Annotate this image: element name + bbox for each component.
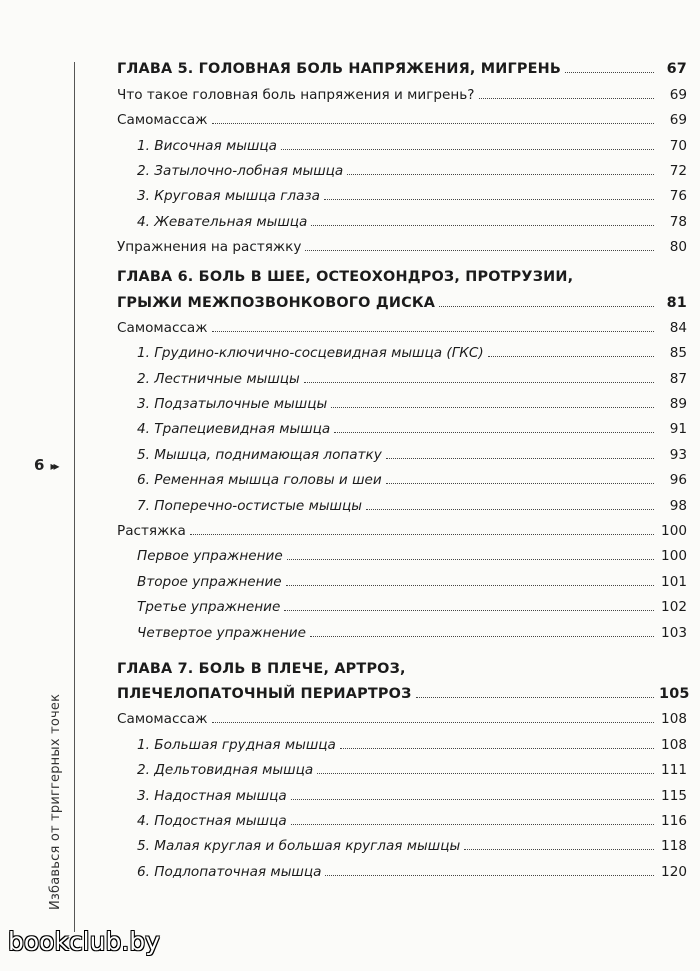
toc-title: 7. Поперечно-остистые мышцы: [137, 497, 362, 514]
toc-entry[interactable]: [117, 590, 687, 615]
leader-dots: [439, 306, 654, 307]
table-of-contents: [117, 52, 690, 880]
toc-entry[interactable]: [117, 77, 687, 102]
toc-title: 1. Грудино-ключично-сосцевидная мышца (ГКС): [137, 345, 484, 362]
toc-entry[interactable]: [117, 204, 687, 229]
toc-page: 96: [669, 472, 687, 489]
toc-title: Третье упражнение: [137, 599, 281, 616]
toc-title: 6. Подлопаточная мышца: [137, 863, 322, 880]
leader-dots: [286, 585, 654, 586]
toc-page: 76: [669, 188, 687, 205]
leader-dots: [291, 824, 654, 825]
leader-dots: [331, 407, 654, 408]
page-number: [34, 456, 56, 474]
toc-title: 5. Мышца, поднимающая лопатку: [137, 446, 382, 463]
leader-dots: [317, 773, 654, 774]
toc-chapter-7[interactable]: [117, 677, 690, 702]
toc-title: 3. Надостная мышца: [137, 787, 287, 804]
toc-title: Четвертое упражнение: [137, 624, 306, 641]
toc-entry[interactable]: [117, 702, 687, 727]
toc-entry[interactable]: [117, 514, 687, 539]
toc-chapter-5[interactable]: [117, 52, 687, 77]
toc-title: 4. Подостная мышца: [137, 812, 287, 829]
leader-dots: [287, 559, 654, 560]
toc-title: Самомассаж: [117, 711, 208, 728]
leader-dots: [310, 636, 654, 637]
toc-page: 111: [661, 762, 687, 779]
leader-dots: [386, 483, 654, 484]
toc-page: 108: [661, 736, 687, 753]
leader-dots: [347, 174, 654, 175]
toc-entry[interactable]: [117, 128, 687, 153]
toc-title: Самомассаж: [117, 112, 208, 129]
toc-page: 120: [661, 863, 687, 880]
toc-title: 2. Затылочно-лобная мышца: [137, 162, 344, 179]
toc-title: ПЛЕЧЕЛОПАТОЧНЫЙ ПЕРИАРТРОЗ: [117, 685, 412, 702]
toc-entry[interactable]: [117, 564, 687, 589]
toc-title: 3. Подзатылочные мышцы: [137, 396, 328, 413]
toc-page: 87: [669, 370, 687, 387]
toc-entry[interactable]: [117, 387, 687, 412]
leader-dots: [334, 432, 654, 433]
toc-page: 78: [669, 213, 687, 230]
toc-page: 85: [669, 345, 687, 362]
toc-page: 101: [661, 573, 687, 590]
leader-dots: [212, 123, 654, 124]
toc-page: 91: [669, 421, 687, 438]
toc-title: Второе упражнение: [137, 573, 282, 590]
toc-page: 67: [666, 61, 687, 78]
toc-page: 115: [661, 787, 687, 804]
toc-page: 102: [661, 599, 687, 616]
watermark: bookclub.by: [8, 927, 160, 956]
leader-dots: [325, 875, 654, 876]
toc-entry[interactable]: [117, 154, 687, 179]
toc-page: 108: [661, 711, 687, 728]
toc-entry[interactable]: [117, 804, 687, 829]
toc-title: 3. Круговая мышца глаза: [137, 188, 320, 205]
leader-dots: [281, 149, 654, 150]
toc-page: 93: [669, 446, 687, 463]
toc-title: Что такое головная боль напряжения и мигрень?: [117, 86, 475, 103]
leader-dots: [304, 382, 654, 383]
leader-dots: [340, 748, 654, 749]
toc-entry[interactable]: [117, 778, 687, 803]
toc-page: 103: [661, 624, 687, 641]
leader-dots: [284, 610, 654, 611]
toc-title: 2. Дельтовидная мышца: [137, 762, 314, 779]
toc-title: ГРЫЖИ МЕЖПОЗВОНКОВОГО ДИСКА: [117, 294, 436, 311]
leader-dots: [464, 849, 654, 850]
toc-page: 70: [669, 137, 687, 154]
toc-entry[interactable]: [117, 412, 687, 437]
leader-dots: [212, 331, 654, 332]
toc-entry[interactable]: [117, 615, 687, 640]
toc-page: 100: [661, 548, 687, 565]
toc-entry[interactable]: [117, 361, 687, 386]
leader-dots: [212, 722, 654, 723]
toc-title: 1. Большая грудная мышца: [137, 736, 336, 753]
toc-entry[interactable]: [117, 539, 687, 564]
leader-dots: [305, 250, 654, 251]
toc-entry[interactable]: [117, 854, 687, 879]
toc-entry[interactable]: [117, 336, 687, 361]
toc-page: 98: [669, 497, 687, 514]
page-number-text: 6: [34, 456, 45, 474]
toc-page: 118: [661, 838, 687, 855]
toc-title: Первое упражнение: [137, 548, 283, 565]
toc-title: 4. Трапециевидная мышца: [137, 421, 331, 438]
toc-page: 84: [669, 319, 687, 336]
leader-dots: [366, 509, 654, 510]
toc-title: 2. Лестничные мышцы: [137, 370, 300, 387]
toc-page: 69: [669, 86, 687, 103]
leader-dots: [565, 72, 654, 73]
toc-title: ГЛАВА 5. ГОЛОВНАЯ БОЛЬ НАПРЯЖЕНИЯ, МИГРЕНЬ: [117, 61, 562, 78]
toc-entry[interactable]: [117, 179, 687, 204]
toc-entry[interactable]: [117, 437, 687, 462]
toc-page: 81: [666, 294, 687, 311]
toc-chapter-6-line1[interactable]: ГЛАВА 6. БОЛЬ В ШЕЕ, ОСТЕОХОНДРОЗ, ПРОТРУЗИИ,: [117, 269, 574, 286]
toc-title: Растяжка: [117, 523, 186, 540]
toc-entry[interactable]: [117, 103, 687, 128]
leader-dots: [324, 199, 654, 200]
toc-entry[interactable]: [117, 311, 687, 336]
toc-page: 100: [661, 523, 687, 540]
toc-page: 69: [669, 112, 687, 129]
toc-title: Самомассаж: [117, 319, 208, 336]
toc-page: 72: [669, 162, 687, 179]
leader-dots: [416, 697, 654, 698]
double-arrow-icon: ▸▸: [50, 459, 57, 473]
toc-title: 5. Малая круглая и большая круглая мышцы: [137, 838, 461, 855]
toc-page: 105: [659, 685, 690, 702]
toc-chapter-7-line1[interactable]: ГЛАВА 7. БОЛЬ В ПЛЕЧЕ, АРТРОЗ,: [117, 660, 406, 677]
running-head: Избавься от триггерных точек: [48, 693, 63, 910]
leader-dots: [479, 98, 655, 99]
leader-dots: [291, 799, 654, 800]
toc-entry[interactable]: [117, 463, 687, 488]
toc-entry[interactable]: [117, 488, 687, 513]
leader-dots: [386, 458, 654, 459]
toc-entry[interactable]: [117, 230, 687, 255]
toc-entry[interactable]: [117, 829, 687, 854]
toc-page: 89: [669, 396, 687, 413]
leader-dots: [488, 356, 654, 357]
leader-dots: [311, 225, 654, 226]
toc-title: 1. Височная мышца: [137, 137, 277, 154]
toc-title: Упражнения на растяжку: [117, 239, 302, 256]
toc-chapter-6[interactable]: [117, 285, 687, 310]
toc-title: 4. Жевательная мышца: [137, 213, 308, 230]
toc-entry[interactable]: [117, 727, 687, 752]
toc-page: 80: [669, 239, 687, 256]
toc-page: 116: [661, 812, 687, 829]
leader-dots: [190, 534, 654, 535]
toc-title: 6. Ременная мышца головы и шеи: [137, 472, 382, 489]
toc-entry[interactable]: [117, 753, 687, 778]
margin-rule: [74, 62, 75, 932]
